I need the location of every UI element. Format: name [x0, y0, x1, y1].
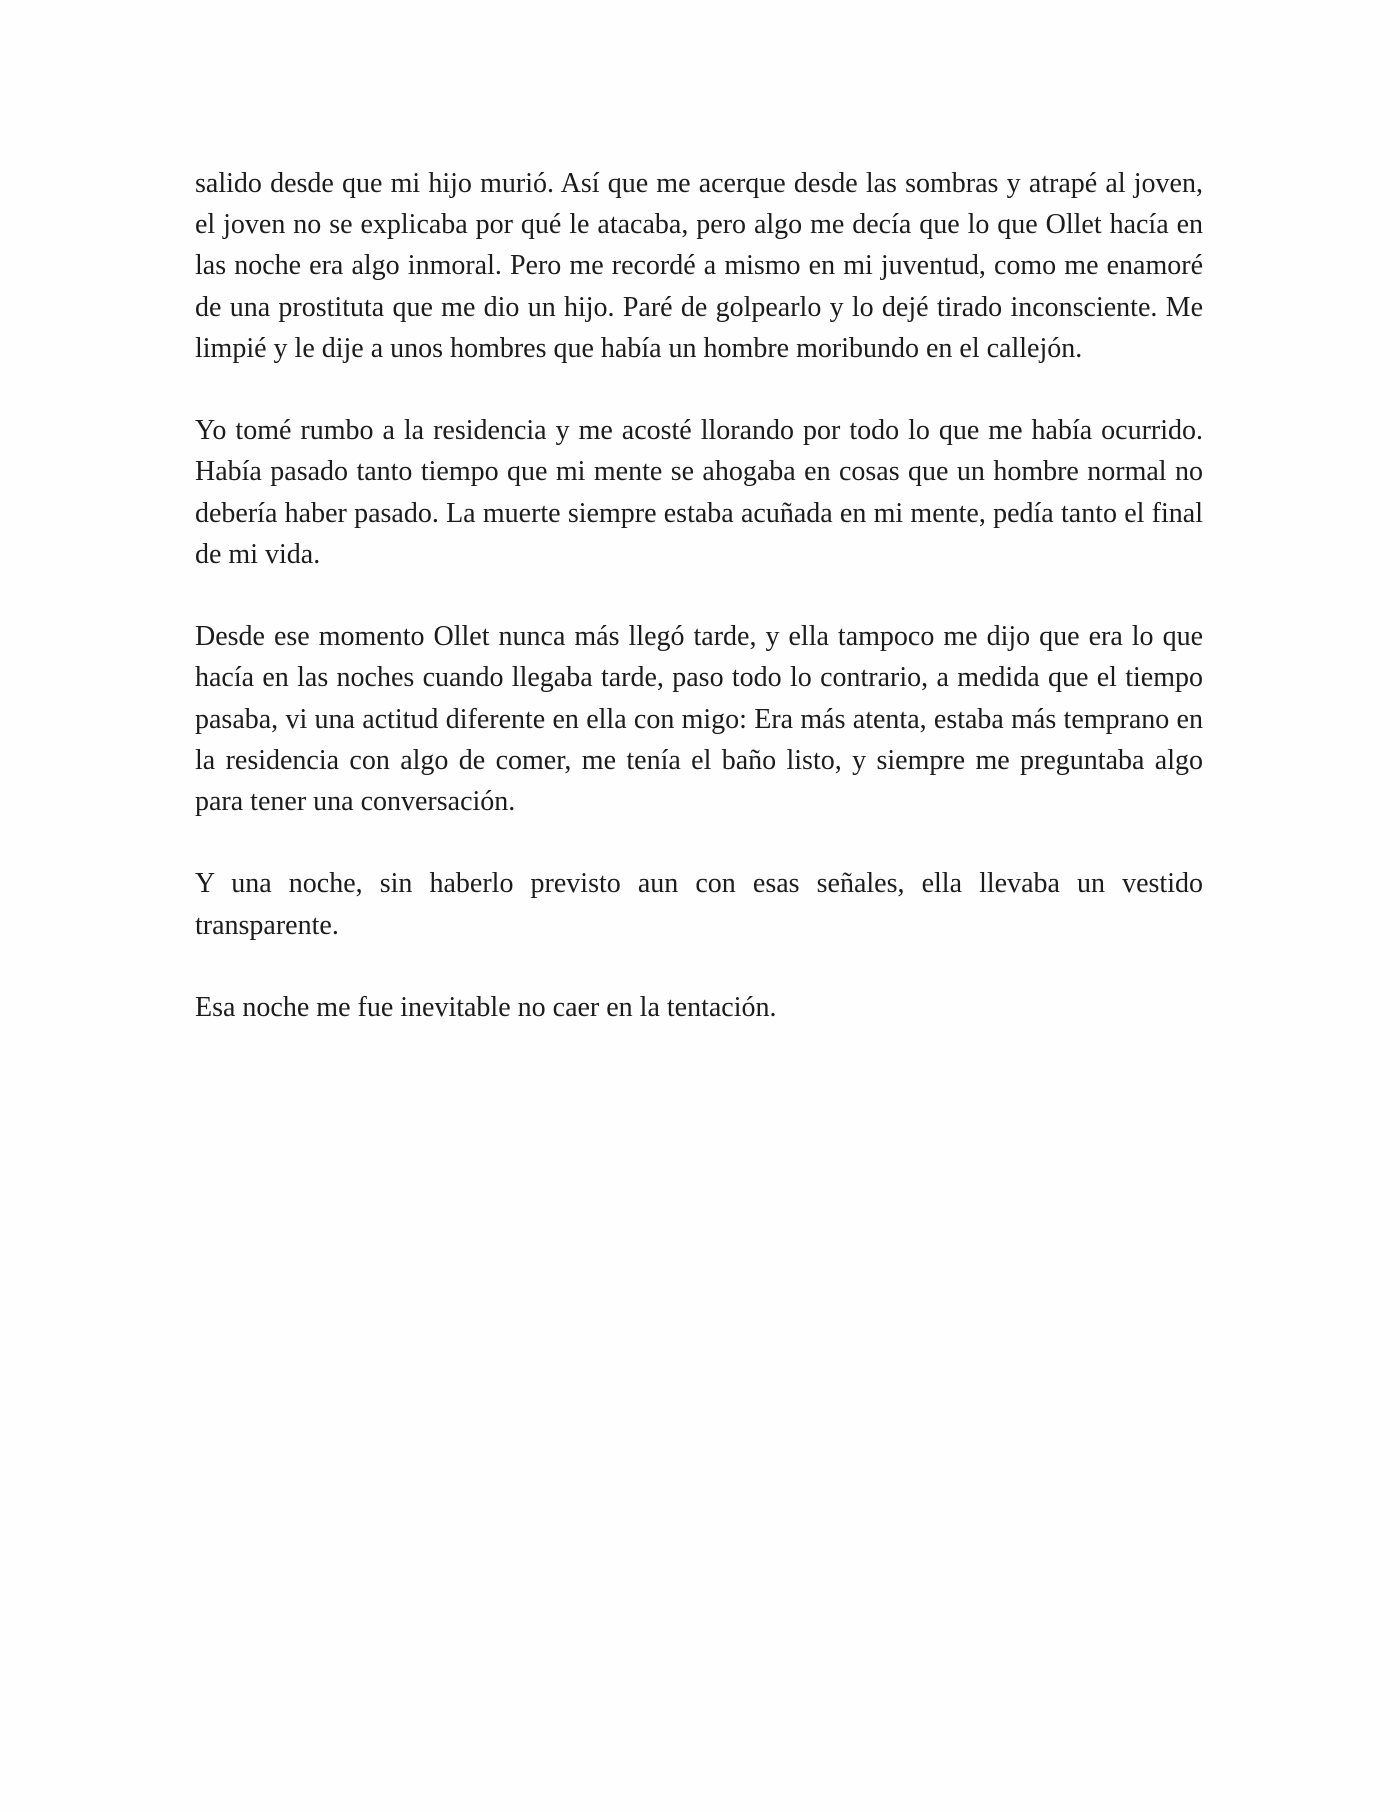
paragraph-2: Yo tomé rumbo a la residencia y me acosté llorando por todo lo que me había ocurrido. Había pasado tanto tiempo que mi mente se ahogaba en cosas que un hombre normal no debería haber pasado. La muerte siempre estaba acuñada en mi mente, pedía tanto el final de mi vida.	[195, 415, 1203, 570]
paragraph-1: salido desde que mi hijo murió. Así que me acerque desde las sombras y atrapé al joven, el joven no se explicaba por qué le atacaba, pero algo me decía que lo que Ollet hacía en las noche era algo inmoral. Pero me recordé a mismo en mi juventud, como me enamoré de una prostituta que me dio un hijo. Paré de golpearlo y lo dejé tirado inconsciente. Me limpié y le dije a unos hombres que había un hombre moribundo en el callejón.	[195, 168, 1203, 364]
paragraph-4: Y una noche, sin haberlo previsto aun con esas señales, ella llevaba un vestido transparente.	[195, 868, 1203, 941]
body-text	[195, 163, 1203, 1028]
paragraph-5: Esa noche me fue inevitable no caer en la tentación.	[195, 992, 777, 1023]
paragraph-3: Desde ese momento Ollet nunca más llegó tarde, y ella tampoco me dijo que era lo que hacía en las noches cuando llegaba tarde, paso todo lo contrario, a medida que el tiempo pasaba, vi una actitud diferente en ella con migo: Era más atenta, estaba más temprano en la residencia con algo de comer, me tenía el baño listo, y siempre me preguntaba algo para tener una conversación.	[195, 621, 1203, 818]
